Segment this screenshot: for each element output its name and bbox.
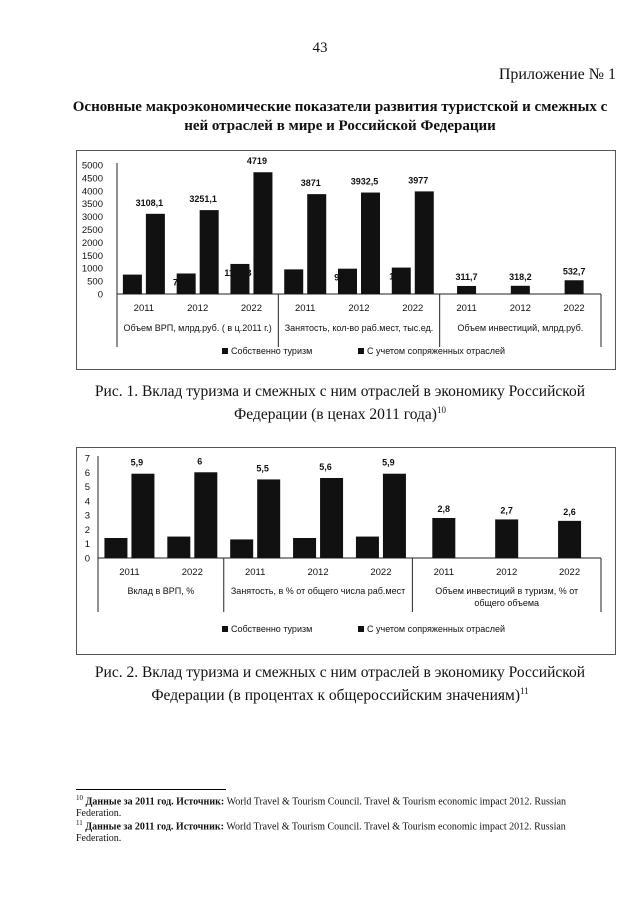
chart-1-bar-related	[146, 214, 165, 294]
chart-2-bar-related	[131, 474, 154, 558]
chart-1-legend-label-related: С учетом сопряженных отраслей	[367, 346, 506, 356]
footnote-11-lead: Данные за 2011 год. Источник:	[85, 821, 224, 833]
chart-1-legend-label-own: Собственно туризм	[231, 346, 313, 356]
chart-2-group-label: Вклад в ВРП, %	[127, 586, 195, 596]
chart-2-y-tick-label: 5	[84, 482, 90, 494]
chart-1-y-tick-label: 3000	[81, 212, 103, 224]
chart-2-data-label-related: 5,5	[256, 463, 269, 474]
chart-2-data-label-related: 5,9	[130, 457, 144, 468]
chart-1-group-label: Объем инвестиций, млрд.руб.	[457, 323, 584, 333]
chart-2-y-tick-label: 7	[84, 453, 90, 465]
chart-1-bar-own	[457, 286, 476, 294]
chart-2-bar-own	[432, 518, 455, 558]
chart-2-x-tick-label: 2022	[181, 567, 203, 578]
chart-2-bar-related	[320, 478, 343, 558]
chart-2-legend-swatch-related	[358, 626, 364, 632]
chart-1-x-tick-label: 2011	[456, 303, 477, 314]
chart-1-bar-own	[511, 286, 530, 294]
chart-1-bar-related	[415, 191, 434, 294]
chart-1-x-tick-label: 2022	[402, 303, 424, 314]
chart-1-y-tick-label: 2000	[81, 237, 103, 249]
chart-2-data-label-own: 1,5	[359, 540, 372, 551]
chart-2-data-label-own: 2,7	[500, 505, 513, 516]
chart-1-y-tick-label: 0	[97, 289, 103, 301]
footnote-divider	[76, 789, 226, 790]
chart-1-data-label-own: 318,2	[509, 271, 532, 282]
footnote-11-text: World Travel & Tourism Council. Travel & Tourism economic impact 2012. Russian Federation.	[76, 821, 566, 845]
chart-2-y-tick-label: 4	[84, 496, 90, 508]
chart-1-y-tick-label: 4000	[81, 186, 103, 198]
chart-1-x-tick-label: 2012	[348, 303, 370, 314]
chart-1-data-label-related: 3871	[300, 178, 321, 189]
chart-2-bar-related	[257, 479, 280, 558]
chart-1-y-tick-label: 1000	[81, 263, 103, 275]
chart-1-x-tick-label: 2011	[133, 303, 155, 314]
chart-2-x-tick-label: 2012	[496, 567, 518, 578]
chart-1-data-label-own: 1024	[389, 271, 410, 282]
chart-2-legend-label-related: С учетом сопряженных отраслей	[367, 624, 506, 634]
chart-2-data-label-own: 1,5	[170, 540, 184, 551]
footnote-11-number: 11	[76, 819, 83, 827]
chart-1-data-label-related: 3932,5	[350, 176, 379, 187]
chart-2-caption-text: Рис. 2. Вклад туризма и смежных с ним отраслей в экономику Российской Федерации (в процентах к общероссийским значениям)	[94, 664, 586, 705]
chart-1-bar-related	[200, 210, 219, 294]
chart-2-x-tick-label: 2011	[433, 567, 455, 578]
chart-1-data-label-own: 752	[122, 278, 138, 289]
page-number: 43	[312, 40, 328, 56]
chart-2-bar-own	[495, 519, 518, 558]
chart-1-data-label-own: 981,5	[334, 272, 357, 283]
chart-1-data-label-own: 795,2	[172, 277, 196, 288]
chart-1-group-label: Занятость, кол-во раб.мест, тыс.ед.	[284, 323, 434, 333]
chart-1-caption-footnote-ref: 10	[436, 405, 446, 415]
chart-2-bar-related	[383, 474, 406, 558]
chart-1-x-tick-label: 2022	[240, 303, 263, 314]
footnote-10-lead: Данные за 2011 год. Источник:	[85, 796, 225, 808]
chart-2-caption-footnote-ref: 11	[520, 686, 529, 696]
footnote-11	[76, 817, 611, 845]
chart-1-data-label-own: 954	[284, 273, 300, 284]
chart-1	[76, 150, 616, 370]
chart-1-caption	[60, 382, 620, 424]
chart-2-bar-related	[194, 472, 217, 558]
chart-1-legend-swatch-related	[358, 348, 364, 354]
chart-1-caption-text: Рис. 1. Вклад туризма и смежных с ним отраслей в экономику Российской Федерации (в ценах 2011 года)	[94, 383, 586, 424]
appendix-label: Приложение № 1	[498, 66, 616, 83]
chart-1-x-tick-label: 2022	[563, 303, 585, 314]
chart-2-x-tick-label: 2012	[307, 567, 329, 578]
chart-1-y-tick-label: 3500	[81, 199, 103, 211]
chart-1-y-tick-label: 4500	[81, 173, 103, 185]
chart-1-data-label-related: 3977	[408, 175, 429, 186]
chart-1-y-tick-label: 5000	[81, 160, 103, 172]
chart-1-data-label-own: 532,7	[562, 266, 586, 277]
chart-1-bar-related	[307, 194, 326, 294]
footnote-10-text: World Travel & Tourism Council. Travel & Tourism economic impact 2012. Russian Federation.	[76, 796, 567, 820]
chart-2-data-label-own: 2,8	[437, 504, 451, 514]
chart-1-data-label-related: 3108,1	[135, 197, 164, 208]
chart-2-data-label-own: 2,6	[563, 506, 576, 517]
chart-1-data-label-own: 311,7	[455, 271, 478, 282]
chart-1-bar-related	[253, 172, 272, 294]
chart-1-y-tick-label: 500	[87, 276, 103, 288]
chart-2-data-label-own: 1,4	[107, 542, 121, 552]
chart-2-y-tick-label: 3	[84, 510, 90, 522]
chart-1-bar-related	[361, 193, 380, 294]
chart-2	[76, 447, 616, 655]
document-title: Основные макроэкономические показатели развития туристской и смежных с ней отраслей в мире и Российской Федерации	[72, 99, 608, 134]
chart-2-legend-swatch-own	[222, 626, 228, 632]
chart-2-y-tick-label: 2	[84, 524, 90, 536]
chart-2-legend-label-own: Собственно туризм	[231, 624, 313, 634]
chart-1-legend-swatch-own	[222, 348, 228, 354]
chart-2-group-label: Объем инвестиций в туризм, % от	[435, 586, 579, 596]
chart-2-y-tick-label: 6	[84, 467, 90, 479]
chart-1-y-tick-label: 1500	[81, 250, 103, 262]
chart-2-canvas	[77, 448, 615, 654]
chart-1-data-label-related: 4719	[246, 156, 267, 167]
chart-2-group-label: Занятость, в % от общего числа раб.мест	[230, 586, 406, 596]
chart-1-data-label-own: 1165,3	[224, 267, 252, 278]
chart-1-group-label: Объем ВРП, млрд.руб. ( в ц.2011 г.)	[123, 323, 272, 333]
chart-2-data-label-related: 5,9	[382, 457, 395, 468]
chart-1-canvas	[77, 151, 615, 369]
chart-2-data-label-related: 6	[197, 456, 203, 467]
chart-1-data-label-related: 3251,1	[189, 194, 217, 205]
chart-1-y-tick-label: 2500	[81, 225, 103, 236]
chart-2-data-label-related: 5,6	[319, 462, 332, 472]
chart-2-y-tick-label: 1	[84, 539, 90, 551]
chart-2-y-tick-label: 0	[84, 553, 90, 565]
chart-2-bar-own	[558, 521, 581, 558]
chart-2-x-tick-label: 2011	[119, 567, 140, 578]
chart-2-x-tick-label: 2022	[558, 567, 581, 578]
chart-2-x-tick-label: 2022	[370, 567, 392, 578]
chart-1-x-tick-label: 2012	[187, 303, 209, 314]
chart-2-group-label: общего объема	[474, 598, 540, 608]
chart-1-x-tick-label: 2012	[509, 303, 531, 314]
chart-1-bar-own	[565, 280, 584, 294]
chart-1-x-tick-label: 2011	[295, 303, 316, 314]
chart-2-x-tick-label: 2011	[244, 567, 266, 578]
chart-2-data-label-own: 1,3	[233, 543, 246, 554]
chart-2-data-label-own: 1,4	[296, 542, 309, 552]
footnote-10-number: 10	[76, 794, 83, 802]
chart-2-caption	[60, 663, 620, 705]
